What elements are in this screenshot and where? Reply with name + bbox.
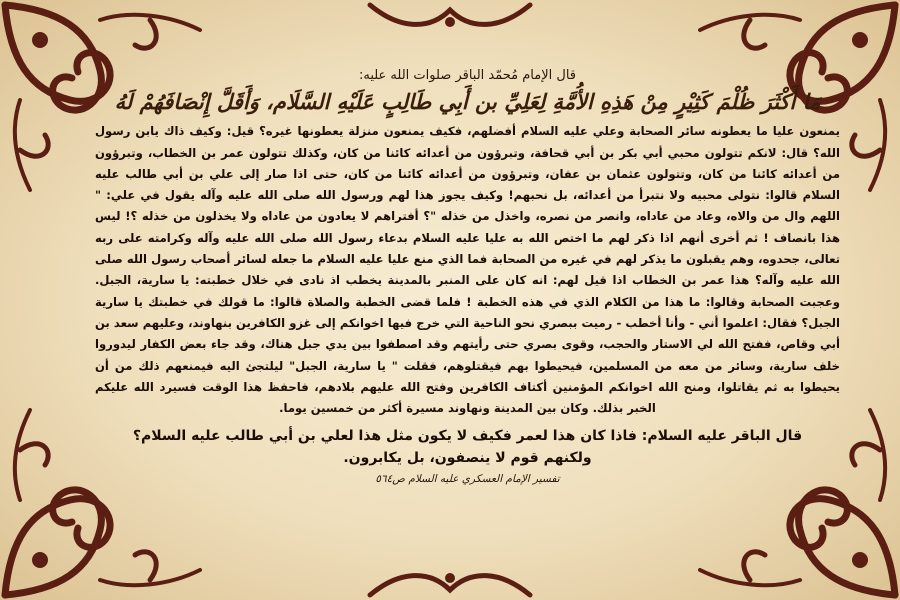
narration-body: يمنعون عليا ما يعطونه سائر الصحابة وعلي عليه السلام أفضلهم، فكيف يمنعون منزلة يعطونها غيره؟ قيل: وكيف ذاك يابن رسول الله؟ قال: لانكم تتولون محبي أبي بكر بن أبي قحافة، وتبرؤون من أعدائه كائنا من كان، وكذلك تتولون عمر بن الخطاب، وتبرؤون من أعدائه كائنا من كان، وتتولون عثمان بن عفان، وتبرؤون من أعدائه كائنا من كان، حتى اذا صار إلى علي بن أبي طالب عليه السلام قالوا: نتولى محبيه ولا نتبرأ من أعدائه، بل نحبهم! وكيف يجوز هذا لهم ورسول الله صلى الله عليه وآله يقول في علي: " اللهم وال من والاه، وعاد من عاداه، وانصر من نصره، واخذل من خذله "؟ أفتراهم لا يعادون من عاداه ولا يخذلون من خذله ؟! ليس هذا بانصاف ! ثم أخرى أنهم اذا ذكر لهم ما اختص الله به عليا عليه السلام بدعاء رسول الله صلى الله عليه وآله وكرامته على ربه تعالى، جحدوه، وهم يقبلون ما يذكر لهم في غيره من الصحابة فما الذي منع عليا عليه السلام ما جعله لسائر أصحاب رسول الله صلى الله عليه وآله؟ هذا عمر بن الخطاب اذا قيل لهم: انه كان على المنبر بالمدينة يخطب اذ نادى في خلال خطبته: يا سارية، الجبل. وعجبت الصحابة وقالوا: ما هذا من الكلام الذي في هذه الخطبة ! فلما قضى الخطبة والصلاة قالوا: ما قولك في خطبتك يا سارية الجبل؟ فقال: اعلموا أني - وأنا أخطب - رميت ببصري نحو الناحية التي خرج فيها اخوانكم إلى غزو الكافرين بنهاوند، وعليهم سعد بن أبي وقاص، ففتح الله لي الاستار والحجب، وقوى بصري حتى رأيتهم وقد اصطفوا بين يدي جبل هناك، وقد جاء بعض الكفار ليدوروا خلف سارية، وسائر من معه من المسلمين، فيحيطوا بهم فيقتلوهم، فقلت " يا سارية، الجبل" ليلتجئ اليه فيمنعهم ذلك من أن يحيطوا به ثم يقاتلوا، ومنح الله اخوانكم المؤمنين أكتاف الكافرين وفتح الله عليهم بلادهم، فاحفظ هذا الوقت فسيرد الله عليكم الخبر بذلك. وكان بين المدينة ونهاوند مسيرة أكثر من خمسين يوما.: [95, 124, 840, 416]
closing-line-2: ولكنهم قوم لا ينصفون، بل يكابرون.: [343, 450, 592, 467]
source-citation: تفسير الإمام العسكري عليه السلام ص٥٦٤: [375, 473, 560, 486]
closing-line-1: قال الباقر عليه السلام: فاذا كان هذا لعمر فكيف لا يكون مثل هذا لعلي بن أبي طالب عليه السلام؟: [132, 428, 803, 445]
bottom-center-ornament: [360, 560, 540, 600]
featured-quote: مَا أَكْثَرَ ظُلْمَ كَثِيْرٍ مِنْ هَذِهِ الأُمَّةِ لِعَلِيِّ بن أَبِي طَالِبٍ عَلَيْهِ السَّلَام، وَأَقَلَّ إِنْصَافَهُمْ لَهُ: [114, 89, 821, 114]
intro-line: قال الإمام مُحمّد الباقر صلوات الله عليه:: [358, 68, 577, 83]
top-center-ornament: [360, 0, 540, 40]
text-block: [95, 68, 840, 544]
